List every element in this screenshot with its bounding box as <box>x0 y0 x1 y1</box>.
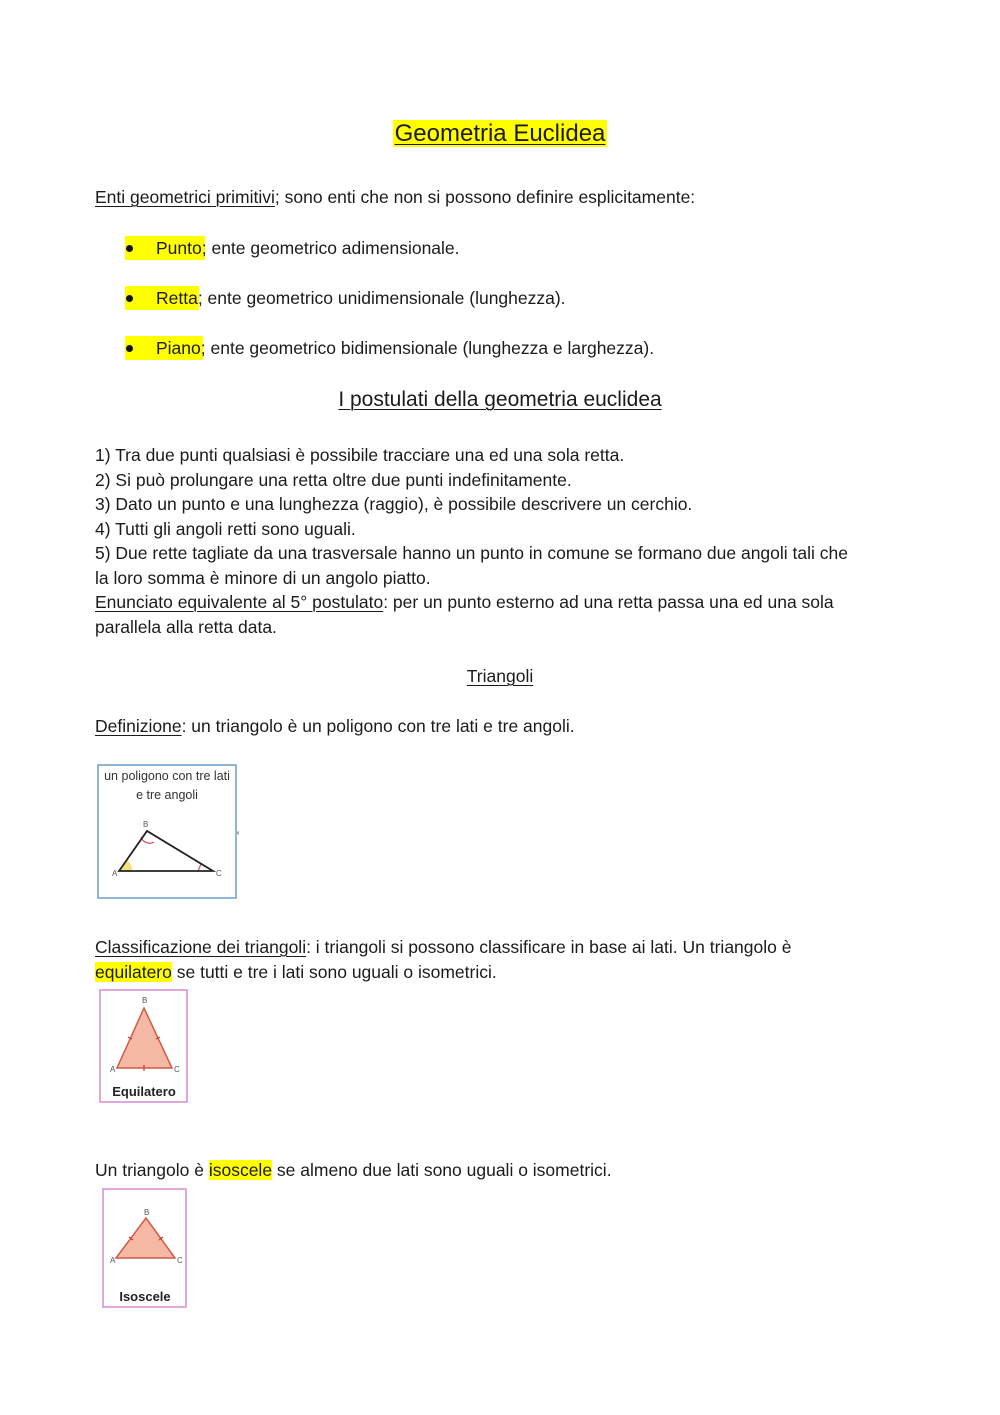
classification-text: : i triangoli si possono classificare in base ai lati. Un triangolo è <box>306 937 792 957</box>
bullet-icon <box>126 345 133 352</box>
isosceles-diagram <box>101 1186 193 1312</box>
page-title: Geometria Euclidea <box>394 120 606 147</box>
primitive-term: Piano <box>156 338 201 358</box>
triangle-definition-figure <box>97 764 239 900</box>
primitives-intro-label: Enti geometrici primitivi <box>95 187 275 207</box>
vertex-label-c: C <box>174 1065 180 1074</box>
classification-label: Classificazione dei triangoli <box>95 937 307 957</box>
definition-text: : un triangolo è un poligono con tre lati e tre angoli. <box>181 716 575 736</box>
vertex-label-c: C <box>177 1256 183 1265</box>
isoscele-line <box>95 1158 612 1183</box>
vertex-label-c: C <box>216 869 222 878</box>
primitive-term: Retta <box>156 288 198 308</box>
equilateral-diagram <box>99 988 193 1106</box>
primitive-desc: ; ente geometrico unidimensionale (lunghezza). <box>197 288 566 308</box>
primitives-intro-text: ; sono enti che non si possono definire esplicitamente: <box>274 187 696 207</box>
vertex-label-a: A <box>110 1256 116 1265</box>
vertex-label-b: B <box>142 996 148 1005</box>
triangoli-heading: Triangoli <box>466 666 534 686</box>
isosceles-figure <box>101 1186 193 1312</box>
equivalent-label: Enunciato equivalente al 5° postulato <box>95 592 384 612</box>
primitive-desc: ; ente geometrico bidimensionale (lunghezza e larghezza). <box>200 338 655 358</box>
equivalent-statement <box>95 590 834 615</box>
primitive-term: Punto <box>156 238 202 258</box>
figure-caption: Equilatero <box>112 1084 176 1099</box>
triangoli-heading-wrap <box>0 664 1000 689</box>
definition <box>95 714 575 739</box>
equilatero-text: se tutti e tre i lati sono uguali o isometrici. <box>171 961 497 982</box>
definition-label: Definizione <box>95 716 182 736</box>
isoscele-pre: Un triangolo è <box>95 1160 209 1180</box>
primitives-intro <box>95 185 695 210</box>
figure-caption-line2: e tre angoli <box>136 788 198 802</box>
primitive-desc: ; ente geometrico adimensionale. <box>201 238 460 258</box>
vertex-label-a: A <box>112 869 118 878</box>
figure-caption: Isoscele <box>119 1289 171 1304</box>
vertex-label-a: A <box>110 1065 116 1074</box>
postulate-line: 3) Dato un punto e una lunghezza (raggio), è possibile descrivere un cerchio. <box>95 494 693 514</box>
postulates-heading: I postulati della geometria euclidea <box>338 388 662 411</box>
arrow-icon: ◂ <box>235 828 240 837</box>
classification-line1 <box>95 935 791 960</box>
postulate-line: 5) Due rette tagliate da una trasversale hanno un punto in comune se formano due angoli tali che <box>95 543 848 563</box>
postulate-line: 2) Si può prolungare una retta oltre due punti indefinitamente. <box>95 469 572 490</box>
vertex-label-b: B <box>143 820 149 829</box>
vertex-label-b: B <box>144 1208 150 1217</box>
equilateral-figure <box>99 988 193 1106</box>
figure-caption-line1: un poligono con tre lati <box>104 769 230 783</box>
postulates-heading-wrap <box>0 386 1000 414</box>
equivalent-text: : per un punto esterno ad una retta passa una ed una sola <box>383 592 834 612</box>
bullet-icon <box>126 295 133 302</box>
postulate-line: 4) Tutti gli angoli retti sono uguali. <box>95 518 356 539</box>
equivalent-statement-line2: parallela alla retta data. <box>95 616 277 637</box>
postulate-line: la loro somma è minore di un angolo piatto. <box>95 567 431 588</box>
classification-line2 <box>95 960 497 985</box>
isoscele-text: se almeno due lati sono uguali o isometrici. <box>272 1160 612 1180</box>
isoscele-term: isoscele <box>208 1160 273 1180</box>
equilatero-term: equilatero <box>95 961 172 982</box>
postulate-line: 1) Tra due punti qualsiasi è possibile tracciare una ed una sola retta. <box>95 445 625 465</box>
triangle-diagram <box>97 764 239 900</box>
bullet-icon <box>126 245 133 252</box>
page-title-wrap <box>0 118 1000 150</box>
